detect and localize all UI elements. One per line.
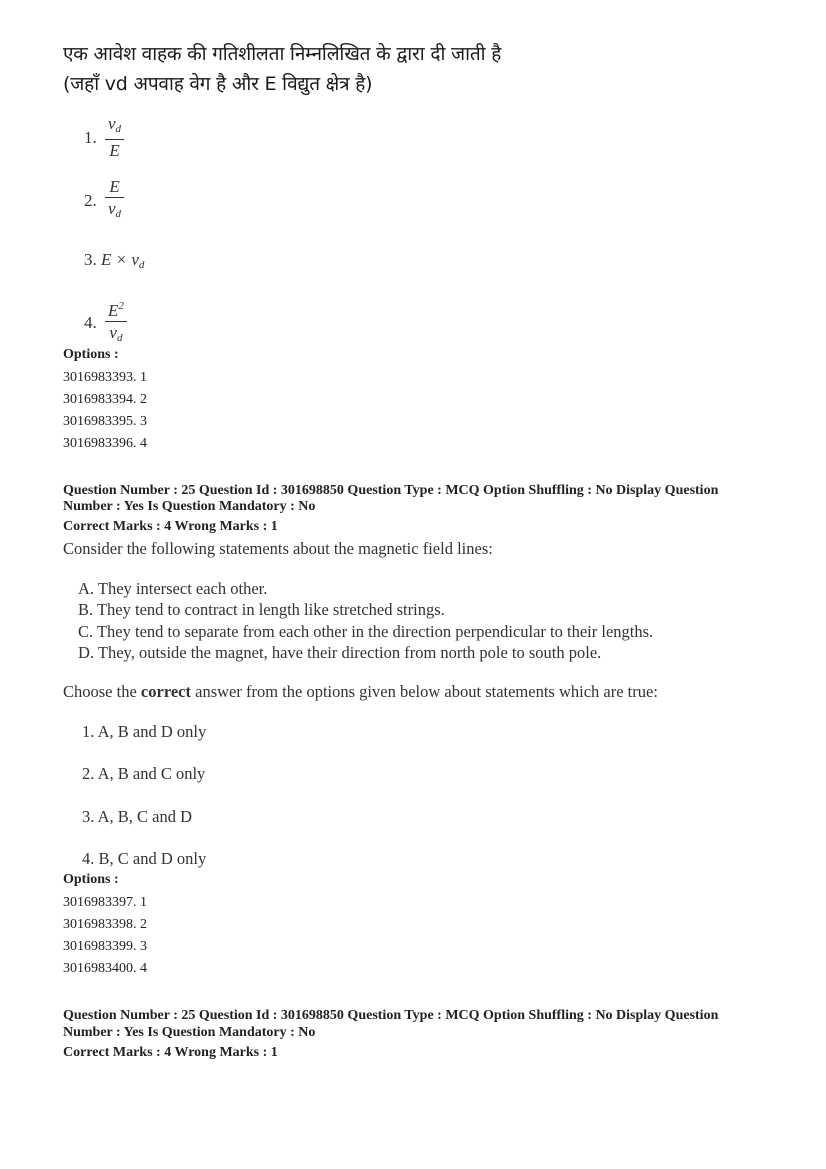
- choose-text-bold: correct: [140, 682, 191, 701]
- choice-4: [84, 296, 127, 349]
- option-id: 3016983393. 1: [63, 370, 147, 385]
- fraction-numerator: E: [109, 177, 120, 196]
- option-id: 3016983395. 3: [63, 414, 147, 429]
- question-marks: Correct Marks : 4 Wrong Marks : 1: [63, 519, 278, 534]
- statement-c: C. They tend to separate from each other in the direction perpendicular to their lengths.: [78, 622, 654, 641]
- fraction-denominator: E: [109, 141, 120, 160]
- options-label: Options :: [63, 872, 119, 887]
- statement-d: D. They, outside the magnet, have their direction from north pole to south pole.: [78, 643, 602, 662]
- option-id: 3016983400. 4: [63, 961, 147, 976]
- question-intro: Consider the following statements about the magnetic field lines:: [63, 539, 493, 558]
- question-meta-line1: Question Number : 25 Question Id : 301698850 Question Type : MCQ Option Shuffling : No Display Question: [63, 483, 719, 498]
- choice-expression: $E \times v_d$: [101, 250, 145, 271]
- question-subtitle-hindi: (जहाँ vd अपवाह वेग है और E विद्युत क्षेत्र है): [63, 73, 373, 95]
- fraction-denominator: $v_d$: [108, 199, 122, 220]
- choice-number: 4.: [84, 312, 97, 332]
- option-id: 3016983394. 2: [63, 392, 147, 407]
- question-meta-line2: Number : Yes Is Question Mandatory : No: [63, 1025, 316, 1040]
- question-meta-line2: Number : Yes Is Question Mandatory : No: [63, 499, 316, 514]
- choose-text-before: Choose the: [63, 682, 141, 701]
- option-id: 3016983397. 1: [63, 895, 147, 910]
- choice-1: [84, 114, 124, 162]
- choice-number: 3.: [84, 250, 97, 269]
- question-meta-line1: Question Number : 25 Question Id : 301698850 Question Type : MCQ Option Shuffling : No Display Question: [63, 1008, 719, 1023]
- option-id: 3016983396. 4: [63, 436, 147, 451]
- answer-choice-1: 1. A, B and D only: [82, 722, 207, 741]
- option-id: 3016983399. 3: [63, 939, 147, 954]
- statement-a: A. They intersect each other.: [78, 579, 268, 598]
- options-label: Options :: [63, 347, 119, 362]
- choose-text-after: answer from the options given below about statements which are true:: [191, 682, 658, 701]
- statement-b: B. They tend to contract in length like stretched strings.: [78, 600, 445, 619]
- question-marks: Correct Marks : 4 Wrong Marks : 1: [63, 1045, 278, 1060]
- answer-choice-3: 3. A, B, C and D: [82, 807, 193, 826]
- option-id: 3016983398. 2: [63, 917, 147, 932]
- choice-number: 2.: [84, 191, 97, 210]
- answer-choice-2: 2. A, B and C only: [82, 764, 206, 783]
- answer-choice-4: 4. B, C and D only: [82, 849, 207, 868]
- fraction-numerator: $v_d$: [108, 114, 122, 135]
- choice-2: [84, 177, 124, 225]
- fraction-numerator: $E^2$: [108, 300, 124, 320]
- fraction-denominator: $v_d$: [109, 323, 123, 344]
- choice-number: 1.: [84, 128, 97, 147]
- choose-instruction: [63, 681, 658, 703]
- question-title-hindi: एक आवेश वाहक की गतिशीलता निम्नलिखित के द्वारा दी जाती है: [63, 43, 502, 65]
- choice-3: [84, 250, 144, 271]
